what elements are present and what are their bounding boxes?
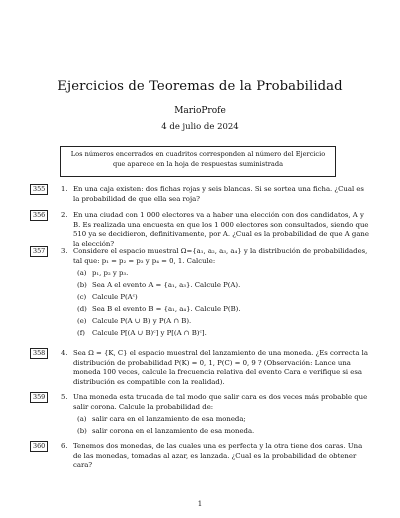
answer-number-box: 358 [30,348,48,359]
sub-item-label: (b) [77,427,87,436]
answer-number-box: 357 [30,246,48,257]
exercise-2 [30,211,370,249]
exercise-text: En una caja existen: dos fichas rojas y seis blancas. Si se sortea una ficha. ¿Cual es la probabilidad de que ella sea roja? [73,185,364,203]
sub-item-label: (a) [77,269,87,278]
sub-item [73,305,370,317]
exercise-number: 3. [61,247,68,255]
sub-item [73,427,370,439]
exercise-number: 1. [61,185,68,193]
exercise-text: Considere el espacio muestral Ω={a₁, a₂, a₃, a₄} y la distribución de probabilidades, tal que: p₁ = p₂ = p₃ y p₄ = 0, 1. Calcule: [73,247,368,265]
sub-item [73,269,370,281]
page-number: 1 [197,500,203,508]
sub-item-label: (d) [77,305,87,314]
sub-item-label: (e) [77,317,87,326]
exercise-3 [30,247,370,341]
sub-item-text: salir corona en el lanzamiento de esa moneda. [92,427,255,436]
sub-item-label: (a) [77,415,87,424]
sub-item-label: (b) [77,281,87,290]
exercise-5 [30,393,370,439]
sub-item [73,293,370,305]
answer-number-box: 356 [30,210,48,221]
sub-item-label: (c) [77,293,87,302]
sub-item [73,317,370,329]
exercise-number: 4. [61,349,68,357]
answer-number-box: 355 [30,184,48,195]
exercise-text: En una ciudad con 1 000 electores va a haber una elección con dos candidatos, A y B. Es realizada una encuesta en que los 1 000 electores son consultados, siendo que 510 ya se decidieron, definitivamente, por A. ¿Cual es la probabilidad de que A gane la elección? [73,211,369,248]
sub-item-text: Calcule P[(A ∪ B)ᶜ] y P[(A ∩ B)ᶜ]. [92,329,207,338]
sub-item-text: p₁, p₂ y p₃. [92,269,129,278]
sub-item-text: salir cara en el lanzamiento de esa moneda; [92,415,246,424]
document-date: 4 de julio de 2024 [161,122,239,132]
sub-item-text: Sea B el evento B = {a₁, a₄}. Calcule P(B). [92,305,241,314]
exercise-1 [30,185,370,204]
sub-item [73,281,370,293]
sub-item [73,415,370,427]
sub-item [73,329,370,341]
exercise-6 [30,442,370,471]
exercise-number: 6. [61,442,68,450]
document-title: Ejercicios de Teoremas de la Probabilidad [57,79,343,94]
answer-number-box: 359 [30,392,48,403]
exercise-text: Tenemos dos monedas, de las cuales una es perfecta y la otra tiene dos caras. Una de las monedas, tomadas al azar, es lanzada. ¿Cual es la probabilidad de obtener cara? [73,442,363,470]
exercise-text: Una moneda esta trucada de tal modo que salir cara es dos veces más probable que salir corona. Calcule la probabilidad de: [73,393,368,411]
exercise-4 [30,349,370,387]
exercise-number: 2. [61,211,68,219]
document-author: MarioProfe [174,106,226,116]
exercise-text: Sea Ω = {K, C} el espacio muestral del lanzamiento de una moneda. ¿Es correcta la distribución de probabilidad P(K) = 0, 1, P(C) = 0, 9 ? (Observación: Lance una moneda 100 veces, calcule la frecuencia relativa del evento Cara e verifique si esa distribución es compatible con la realidad). [73,349,368,386]
sub-item-text: Calcule P(Aᶜ) [92,293,138,302]
sub-item-text: Sea A el evento A = {a₁, a₃}. Calcule P(A). [92,281,241,290]
answer-number-box: 360 [30,441,48,452]
exercise-number: 5. [61,393,68,401]
sub-item-label: (f) [77,329,85,338]
sub-item-text: Calcule P(A ∪ B) y P(A ∩ B). [92,317,192,326]
note-box: Los números encerrados en cuadritos corresponden al número del Ejercicio que aparece en la hoja de respuestas suministrada [60,146,336,177]
